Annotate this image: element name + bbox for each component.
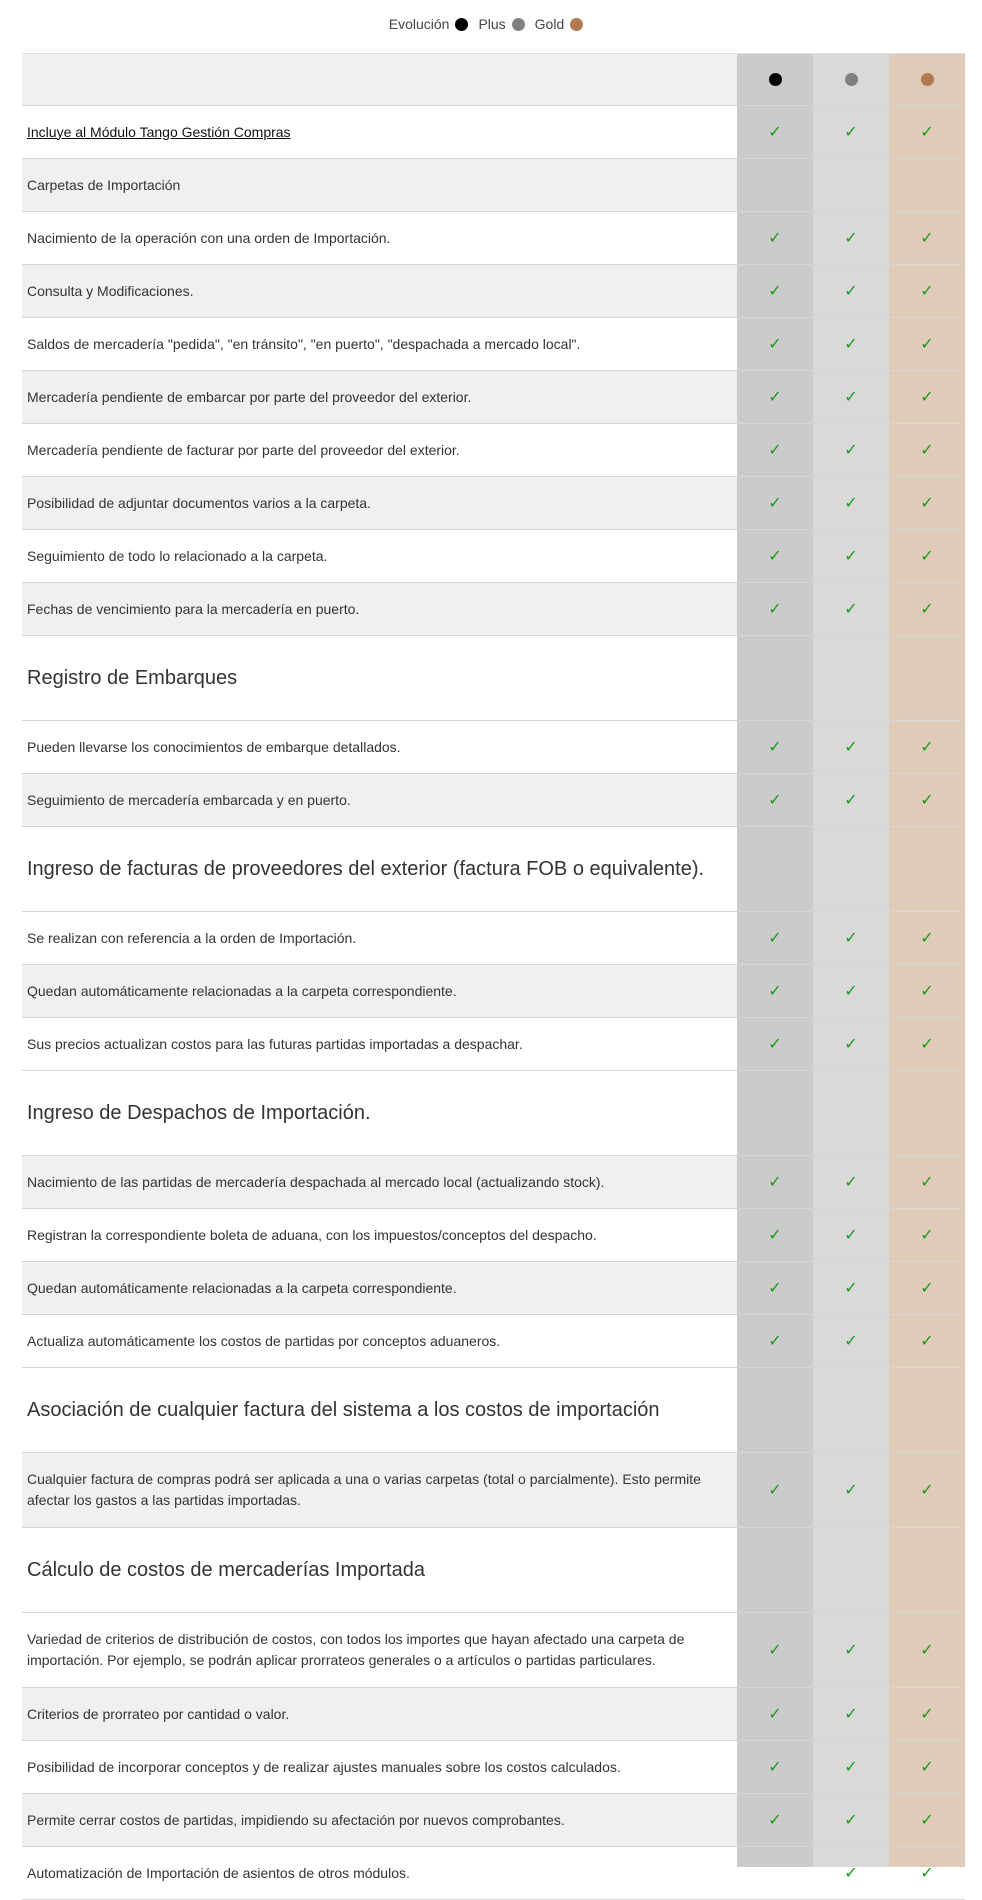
empty-cell — [813, 1528, 889, 1612]
check-icon: ✓ — [844, 1036, 858, 1053]
check-icon: ✓ — [844, 1482, 858, 1499]
check-icon: ✓ — [844, 601, 858, 618]
check-icon: ✓ — [844, 1759, 858, 1776]
feature-label: Cualquier factura de compras podrá ser aplicada a una o varias carpetas (total o parcialmente). Esto permite afectar los gastos a las partidas importadas. — [27, 1471, 701, 1508]
feature-row — [22, 1847, 965, 1900]
feature-row — [22, 1613, 965, 1688]
feature-label: Consulta y Modificaciones. — [27, 282, 194, 299]
check-icon: ✓ — [768, 601, 782, 618]
feature-label-cell — [22, 1156, 737, 1208]
feature-label: Carpetas de Importación — [27, 176, 181, 193]
feature-row — [22, 318, 965, 371]
check-icon: ✓ — [920, 1759, 934, 1776]
feature-row — [22, 106, 965, 159]
check-icon: ✓ — [844, 1227, 858, 1244]
check-icon: ✓ — [844, 1812, 858, 1829]
empty-cell — [889, 159, 965, 211]
feature-row — [22, 583, 965, 636]
empty-cell — [889, 827, 965, 911]
feature-label: Automatización de Importación de asientos de otros módulos. — [27, 1864, 410, 1881]
check-icon: ✓ — [920, 983, 934, 1000]
feature-label-cell — [22, 477, 737, 529]
feature-row — [22, 774, 965, 827]
feature-label-cell — [22, 636, 737, 720]
check-icon: ✓ — [844, 1333, 858, 1350]
empty-cell — [737, 1368, 813, 1452]
check-icon: ✓ — [920, 1174, 934, 1191]
legend-label-gold: Gold — [534, 16, 565, 32]
feature-label: Posibilidad de adjuntar documentos varios a la carpeta. — [27, 494, 371, 511]
check-icon: ✓ — [920, 1482, 934, 1499]
empty-cell — [889, 1071, 965, 1155]
feature-label: Nacimiento de la operación con una orden de Importación. — [27, 229, 391, 246]
feature-label-cell — [22, 318, 737, 370]
check-icon: ✓ — [920, 1333, 934, 1350]
feature-label: Criterios de prorrateo por cantidad o valor. — [27, 1705, 290, 1722]
feature-label-cell — [22, 54, 737, 105]
empty-cell — [813, 636, 889, 720]
check-icon: ✓ — [768, 389, 782, 406]
check-icon: ✓ — [768, 983, 782, 1000]
check-icon: ✓ — [920, 1642, 934, 1659]
feature-row — [22, 1453, 965, 1528]
section-title: Asociación de cualquier factura del sistema a los costos de importación — [27, 1399, 660, 1421]
check-icon: ✓ — [920, 548, 934, 565]
feature-label-cell — [22, 159, 737, 211]
check-icon: ✓ — [844, 1280, 858, 1297]
check-icon: ✓ — [920, 1227, 934, 1244]
legend-dot-plus-icon — [512, 18, 525, 31]
feature-row — [22, 1018, 965, 1071]
check-icon: ✓ — [768, 1706, 782, 1723]
empty-cell — [737, 1847, 813, 1899]
check-icon: ✓ — [844, 739, 858, 756]
check-icon: ✓ — [920, 336, 934, 353]
empty-cell — [737, 827, 813, 911]
check-icon: ✓ — [920, 495, 934, 512]
feature-label-cell — [22, 106, 737, 158]
feature-label-cell — [22, 424, 737, 476]
feature-row — [22, 965, 965, 1018]
empty-cell — [737, 1528, 813, 1612]
feature-label-cell — [22, 371, 737, 423]
check-icon: ✓ — [844, 442, 858, 459]
feature-label-cell — [22, 1794, 737, 1846]
feature-label-cell — [22, 1209, 737, 1261]
check-icon: ✓ — [920, 739, 934, 756]
check-icon: ✓ — [768, 1174, 782, 1191]
feature-label-cell — [22, 912, 737, 964]
section-row — [22, 1071, 965, 1156]
feature-row — [22, 1315, 965, 1368]
feature-row — [22, 159, 965, 212]
feature-label-cell — [22, 1528, 737, 1612]
check-icon: ✓ — [844, 1865, 858, 1882]
feature-row — [22, 1262, 965, 1315]
check-icon: ✓ — [920, 1706, 934, 1723]
feature-label-cell — [22, 965, 737, 1017]
feature-label: Actualiza automáticamente los costos de partidas por conceptos aduaneros. — [27, 1332, 501, 1349]
check-icon: ✓ — [920, 930, 934, 947]
feature-label-cell — [22, 1262, 737, 1314]
empty-cell — [889, 1528, 965, 1612]
feature-row — [22, 1794, 965, 1847]
feature-label-cell — [22, 721, 737, 773]
feature-comparison-table — [22, 53, 965, 1900]
feature-label: Quedan automáticamente relacionadas a la carpeta correspondiente. — [27, 982, 457, 999]
check-icon: ✓ — [768, 1333, 782, 1350]
legend-label-evolucion: Evolución — [388, 16, 450, 32]
check-icon: ✓ — [844, 983, 858, 1000]
check-icon: ✓ — [920, 792, 934, 809]
check-icon: ✓ — [768, 1036, 782, 1053]
feature-row — [22, 1741, 965, 1794]
feature-row — [22, 1156, 965, 1209]
check-icon: ✓ — [920, 389, 934, 406]
plan-dot-icon — [769, 73, 782, 86]
section-title: Cálculo de costos de mercaderías Importada — [27, 1559, 425, 1581]
check-icon: ✓ — [844, 336, 858, 353]
feature-label-cell — [22, 1368, 737, 1452]
check-icon: ✓ — [768, 792, 782, 809]
section-title: Ingreso de Despachos de Importación. — [27, 1102, 371, 1124]
legend-label-plus: Plus — [478, 16, 506, 32]
feature-row — [22, 1209, 965, 1262]
feature-label: Seguimiento de mercadería embarcada y en puerto. — [27, 791, 351, 808]
section-row — [22, 636, 965, 721]
check-icon: ✓ — [768, 739, 782, 756]
plan-header-2 — [889, 54, 965, 105]
header-row — [22, 54, 965, 106]
feature-row — [22, 530, 965, 583]
feature-label: Seguimiento de todo lo relacionado a la carpeta. — [27, 547, 328, 564]
feature-label: Mercadería pendiente de facturar por parte del proveedor del exterior. — [27, 441, 460, 458]
check-icon: ✓ — [768, 495, 782, 512]
check-icon: ✓ — [768, 1227, 782, 1244]
empty-cell — [737, 159, 813, 211]
check-icon: ✓ — [844, 230, 858, 247]
section-row — [22, 1368, 965, 1453]
check-icon: ✓ — [920, 230, 934, 247]
check-icon: ✓ — [768, 548, 782, 565]
check-icon: ✓ — [768, 1759, 782, 1776]
check-icon: ✓ — [920, 601, 934, 618]
plan-dot-icon — [921, 73, 934, 86]
feature-row — [22, 371, 965, 424]
check-icon: ✓ — [768, 442, 782, 459]
feature-label-cell — [22, 1741, 737, 1793]
feature-label: Registran la correspondiente boleta de aduana, con los impuestos/conceptos del despacho. — [27, 1226, 597, 1243]
section-title: Ingreso de facturas de proveedores del exterior (factura FOB o equivalente). — [27, 858, 705, 880]
feature-label: Sus precios actualizan costos para las futuras partidas importadas a despachar. — [27, 1035, 523, 1052]
check-icon: ✓ — [920, 1865, 934, 1882]
section-row — [22, 827, 965, 912]
check-icon: ✓ — [920, 283, 934, 300]
check-icon: ✓ — [844, 792, 858, 809]
check-icon: ✓ — [844, 124, 858, 141]
empty-cell — [813, 159, 889, 211]
check-icon: ✓ — [844, 930, 858, 947]
empty-cell — [813, 1071, 889, 1155]
check-icon: ✓ — [768, 1642, 782, 1659]
feature-label: Saldos de mercadería "pedida", "en tránsito", "en puerto", "despachada a mercado local". — [27, 335, 581, 352]
empty-cell — [813, 827, 889, 911]
check-icon: ✓ — [768, 1280, 782, 1297]
feature-label: Quedan automáticamente relacionadas a la carpeta correspondiente. — [27, 1279, 457, 1296]
feature-label-cell — [22, 583, 737, 635]
check-icon: ✓ — [768, 230, 782, 247]
feature-label: Posibilidad de incorporar conceptos y de realizar ajustes manuales sobre los costos calculados. — [27, 1758, 621, 1775]
feature-row — [22, 424, 965, 477]
feature-row — [22, 477, 965, 530]
legend-dot-evolucion-icon — [455, 18, 468, 31]
check-icon: ✓ — [844, 495, 858, 512]
feature-label: Se realizan con referencia a la orden de Importación. — [27, 929, 357, 946]
feature-label-cell — [22, 265, 737, 317]
check-icon: ✓ — [920, 1036, 934, 1053]
feature-label-cell — [22, 1453, 737, 1527]
check-icon: ✓ — [844, 1174, 858, 1191]
feature-label-cell — [22, 1613, 737, 1687]
feature-label-cell — [22, 212, 737, 264]
check-icon: ✓ — [920, 1812, 934, 1829]
feature-row — [22, 1688, 965, 1741]
feature-label: Permite cerrar costos de partidas, impidiendo su afectación por nuevos comprobantes. — [27, 1811, 565, 1828]
check-icon: ✓ — [844, 1706, 858, 1723]
feature-label: Mercadería pendiente de embarcar por parte del proveedor del exterior. — [27, 388, 472, 405]
feature-label-cell — [22, 1018, 737, 1070]
check-icon: ✓ — [768, 283, 782, 300]
empty-cell — [813, 1368, 889, 1452]
feature-row — [22, 912, 965, 965]
feature-label-cell — [22, 827, 737, 911]
feature-label: Pueden llevarse los conocimientos de embarque detallados. — [27, 738, 401, 755]
plan-dot-icon — [845, 73, 858, 86]
legend-dot-gold-icon — [570, 18, 583, 31]
feature-label: Fechas de vencimiento para la mercadería en puerto. — [27, 600, 360, 617]
empty-cell — [737, 1071, 813, 1155]
check-icon: ✓ — [844, 1642, 858, 1659]
check-icon: ✓ — [920, 442, 934, 459]
check-icon: ✓ — [768, 336, 782, 353]
compras-module-link[interactable]: Incluye al Módulo Tango Gestión Compras — [27, 123, 291, 140]
feature-label-cell — [22, 774, 737, 826]
plan-header-0 — [737, 54, 813, 105]
check-icon: ✓ — [920, 1280, 934, 1297]
plan-legend — [0, 12, 982, 36]
check-icon: ✓ — [768, 124, 782, 141]
section-row — [22, 1528, 965, 1613]
check-icon: ✓ — [844, 548, 858, 565]
empty-cell — [737, 636, 813, 720]
feature-row — [22, 721, 965, 774]
section-title: Registro de Embarques — [27, 667, 238, 689]
check-icon: ✓ — [768, 1812, 782, 1829]
check-icon: ✓ — [768, 1482, 782, 1499]
feature-label-cell — [22, 1688, 737, 1740]
empty-cell — [889, 1368, 965, 1452]
plan-header-1 — [813, 54, 889, 105]
feature-label-cell — [22, 1071, 737, 1155]
check-icon: ✓ — [844, 283, 858, 300]
feature-label: Nacimiento de las partidas de mercadería despachada al mercado local (actualizando stock). — [27, 1173, 605, 1190]
feature-label: Variedad de criterios de distribución de costos, con todos los importes que hayan afectado una carpeta de importación. Por ejemplo, se podrán aplicar prorrateos generales o a artículos o partidas particulares. — [27, 1631, 685, 1668]
check-icon: ✓ — [920, 124, 934, 141]
check-icon: ✓ — [768, 930, 782, 947]
feature-label-cell — [22, 530, 737, 582]
feature-row — [22, 265, 965, 318]
check-icon: ✓ — [844, 389, 858, 406]
empty-cell — [889, 636, 965, 720]
feature-label-cell — [22, 1847, 737, 1899]
feature-row — [22, 212, 965, 265]
feature-label-cell — [22, 1315, 737, 1367]
